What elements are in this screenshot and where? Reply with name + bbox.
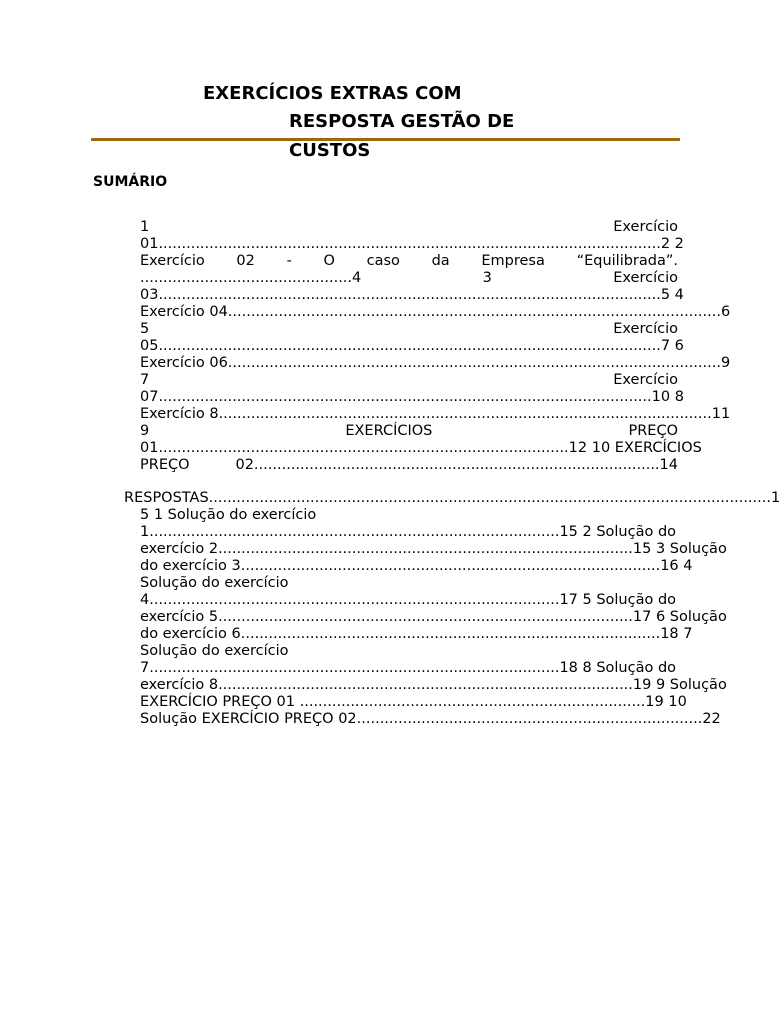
resposta-line[interactable]: do exercício 3...........................................................................................16 4 [140,558,693,574]
resposta-line[interactable]: exercício 8..........................................................................................19 9 Solução [140,677,727,693]
toc-line[interactable]: 5 Exercício [140,321,678,337]
toc-line[interactable]: 01.........................................................................................12 10 EXERCÍCIOS [140,440,702,456]
respostas-heading[interactable]: RESPOSTAS..........................................................................................................................1 [124,490,780,506]
resposta-line[interactable]: 7.........................................................................................18 8 Solução do [140,660,677,676]
document-title-line-3: CUSTOS [289,140,371,161]
resposta-line[interactable]: Solução EXERCÍCIO PREÇO 02...........................................................................22 [140,711,721,727]
toc-line[interactable]: 03.............................................................................................................5 4 [140,287,684,303]
toc-line[interactable]: Exercício 02 - O caso da Empresa “Equilibrada”. [140,253,678,269]
resposta-line[interactable]: 4.........................................................................................17 5 Solução do [140,592,677,608]
toc-line[interactable]: Exercício 8...........................................................................................................11 [140,406,731,422]
toc-line[interactable]: 07...........................................................................................................10 8 [140,389,684,405]
toc-line[interactable]: 9 EXERCÍCIOS PREÇO [140,423,678,439]
resposta-line[interactable]: exercício 5..........................................................................................17 6 Solução [140,609,727,625]
document-title-line-2: RESPOSTA GESTÃO DE [289,111,515,132]
toc-line[interactable]: 1 Exercício [140,219,678,235]
toc-line[interactable]: 01.............................................................................................................2 2 [140,236,684,252]
document-title-line-1: EXERCÍCIOS EXTRAS COM [203,83,462,104]
toc-line[interactable]: ..............................................4 3 Exercício [140,270,678,286]
toc-line[interactable]: Exercício 04...........................................................................................................6 [140,304,731,320]
title-underline-rule [91,138,680,141]
table-of-contents [140,219,731,474]
toc-line[interactable]: 05.............................................................................................................7 6 [140,338,684,354]
toc-line[interactable]: PREÇO 02........................................................................................14 [140,457,678,473]
toc-line[interactable]: 7 Exercício [140,372,678,388]
resposta-line[interactable]: exercício 2..........................................................................................15 3 Solução [140,541,727,557]
resposta-line[interactable]: Solução do exercício [140,643,289,659]
resposta-line[interactable]: do exercício 6...........................................................................................18 7 [140,626,693,642]
toc-line[interactable]: Exercício 06...........................................................................................................9 [140,355,731,371]
sumario-heading: SUMÁRIO [93,174,168,190]
respostas-list [140,507,727,728]
resposta-line[interactable]: 5 1 Solução do exercício [140,507,317,523]
resposta-line[interactable]: 1.........................................................................................15 2 Solução do [140,524,677,540]
resposta-line[interactable]: Solução do exercício [140,575,289,591]
resposta-line[interactable]: EXERCÍCIO PREÇO 01 ...........................................................................19 10 [140,694,687,710]
